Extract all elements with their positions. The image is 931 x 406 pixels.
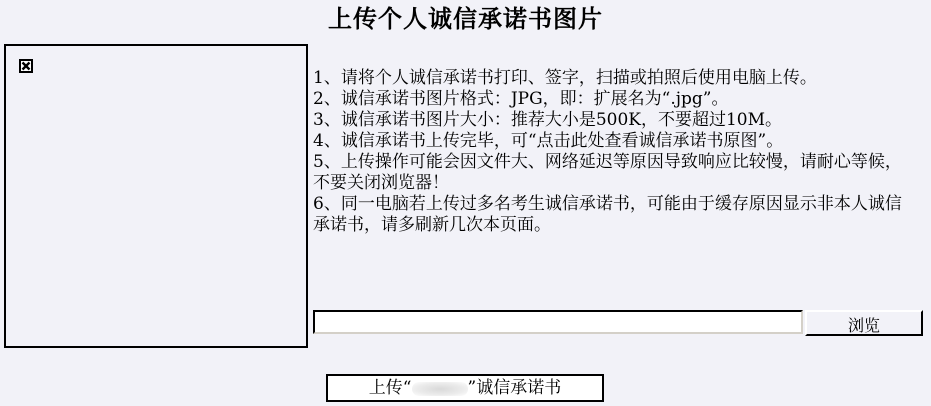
instruction-item: 2、诚信承诺书图片格式：JPG，即：扩展名为“.jpg”。	[313, 89, 729, 109]
instruction-item: 1、请将个人诚信承诺书打印、签字，扫描或拍照后使用电脑上传。	[313, 68, 817, 88]
browse-button[interactable]: 浏览	[805, 310, 923, 336]
upload-button-suffix: ”诚信承诺书	[467, 378, 562, 398]
instruction-item-view-original[interactable]: 4、诚信承诺书上传完毕，可“点击此处查看诚信承诺书原图”。	[313, 131, 784, 151]
instruction-item: 3、诚信承诺书图片大小：推荐大小是500K，不要超过10M。	[313, 110, 783, 130]
instruction-item: 6、同一电脑若上传过多名考生诚信承诺书，可能由于缓存原因显示非本人诚信承诺书，请多刷新几次本页面。	[313, 194, 902, 235]
broken-image-icon	[19, 59, 33, 73]
redacted-name	[412, 382, 468, 396]
upload-button[interactable]	[326, 374, 604, 402]
instruction-item: 5、上传操作可能会因文件大、网络延迟等原因导致响应比较慢，请耐心等候，不要关闭浏览器！	[313, 152, 902, 193]
image-preview	[4, 44, 308, 348]
upload-button-prefix: 上传“	[368, 378, 412, 398]
file-upload-row	[313, 310, 925, 336]
page-title: 上传个人诚信承诺书图片	[328, 5, 603, 33]
file-path-field[interactable]	[313, 310, 803, 334]
instructions	[313, 68, 913, 236]
